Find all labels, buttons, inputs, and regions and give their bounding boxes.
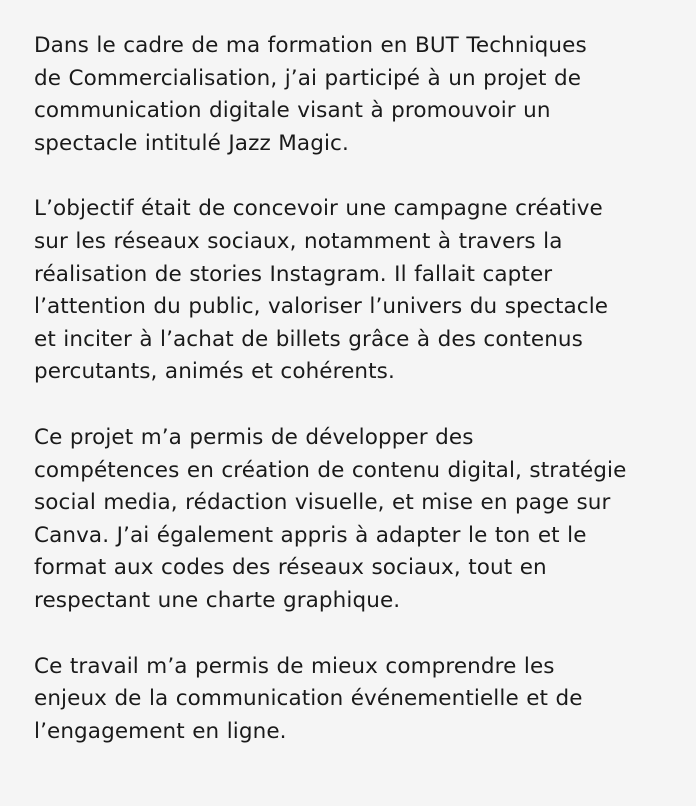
text-line: spectacle intitulé Jazz Magic. bbox=[34, 130, 349, 156]
paragraph-objective bbox=[34, 193, 666, 389]
text-line: Dans le cadre de ma formation en BUT Techniques bbox=[34, 33, 587, 58]
paragraph-context bbox=[34, 30, 666, 160]
text-line: compétences en création de contenu digital, stratégie bbox=[34, 457, 627, 483]
text-line: de Commercialisation, j’ai participé à un projet de bbox=[34, 65, 582, 91]
paragraph-conclusion bbox=[34, 651, 666, 749]
text-line: communication digitale visant à promouvoir un bbox=[34, 98, 551, 124]
text-line: Ce travail m’a permis de mieux comprendre les bbox=[34, 653, 555, 679]
text-line: social media, rédaction visuelle, et mise en page sur bbox=[34, 490, 611, 516]
text-line: percutants, animés et cohérents. bbox=[34, 359, 395, 385]
paragraph-skills bbox=[34, 422, 666, 618]
text-line: format aux codes des réseaux sociaux, tout en bbox=[34, 555, 547, 581]
text-line: l’attention du public, valoriser l’univers du spectacle bbox=[34, 294, 609, 320]
text-line: Ce projet m’a permis de développer des bbox=[34, 424, 474, 450]
text-line: Canva. J’ai également appris à adapter le ton et le bbox=[34, 522, 587, 548]
text-line: l’engagement en ligne. bbox=[34, 718, 287, 744]
text-line: sur les réseaux sociaux, notamment à travers la bbox=[34, 228, 563, 254]
text-line: réalisation de stories Instagram. Il fallait capter bbox=[34, 261, 553, 287]
text-line: L’objectif était de concevoir une campagne créative bbox=[34, 196, 603, 222]
text-line: enjeux de la communication événementielle et de bbox=[34, 686, 583, 712]
text-line: et inciter à l’achat de billets grâce à des contenus bbox=[34, 326, 583, 352]
text-line: respectant une charte graphique. bbox=[34, 587, 401, 613]
